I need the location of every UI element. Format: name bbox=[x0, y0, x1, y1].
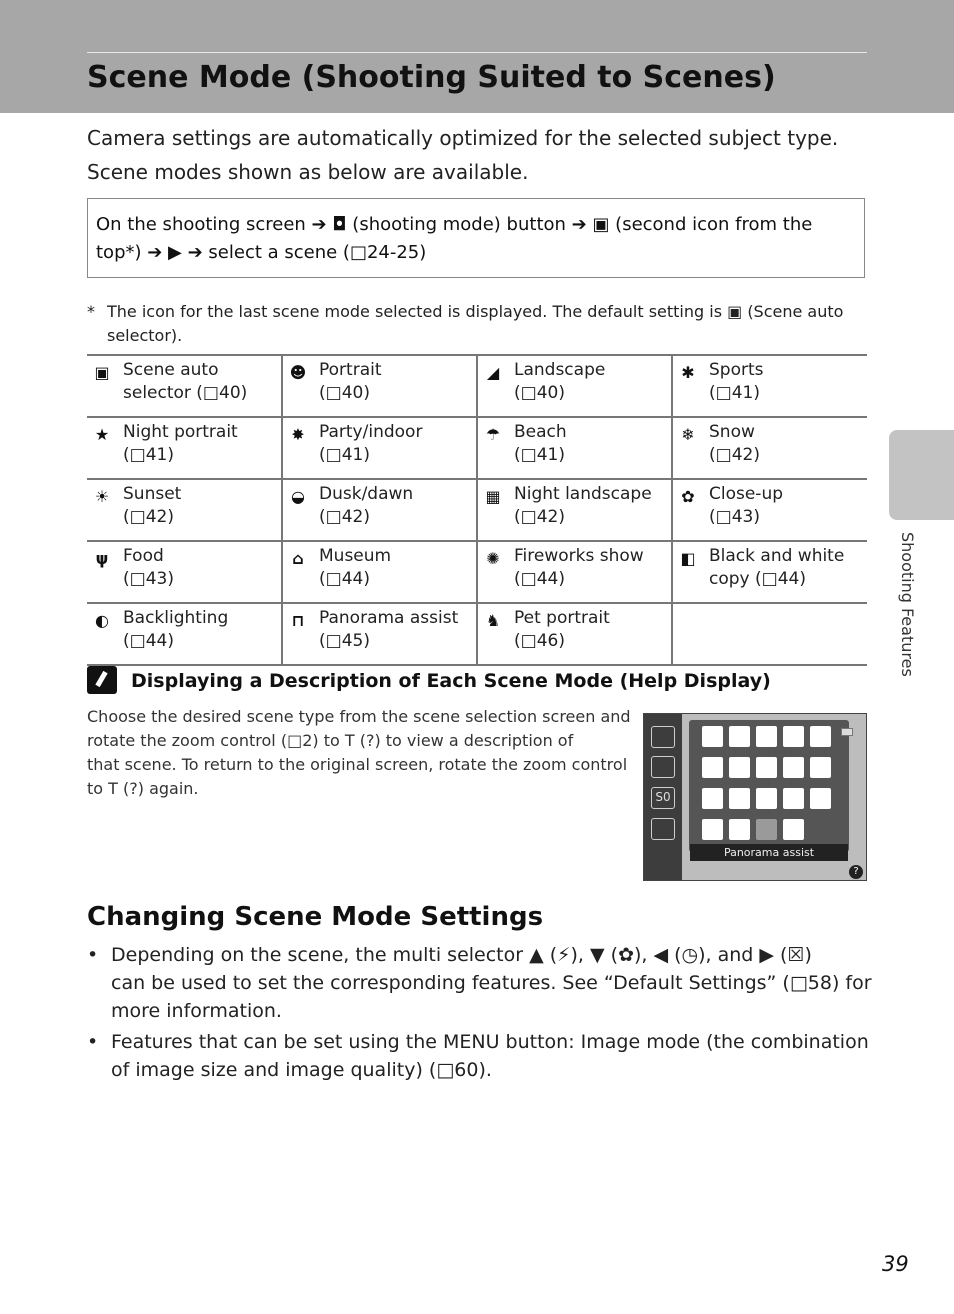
night-landscape-icon bbox=[702, 788, 723, 809]
food-icon: ψ bbox=[95, 549, 109, 568]
scene-ref: (□44) bbox=[514, 569, 565, 589]
sunset-icon bbox=[783, 757, 804, 778]
help-line-3: that scene. To return to the original screen, rotate the zoom control bbox=[87, 755, 628, 774]
scene-name: Beach bbox=[514, 422, 567, 442]
bullet-dot: • bbox=[87, 944, 99, 966]
scene-cell bbox=[477, 417, 672, 479]
copy-icon bbox=[702, 819, 723, 840]
menu-path-box bbox=[87, 198, 865, 278]
scene-ref: (□46) bbox=[514, 631, 565, 651]
portrait-icon: ☻ bbox=[289, 363, 307, 382]
camera-screen-illustration bbox=[643, 713, 867, 881]
scene-ref: (□44) bbox=[123, 631, 174, 651]
night-portrait-icon bbox=[810, 726, 831, 747]
snow-icon bbox=[756, 757, 777, 778]
scene-ref: (□40) bbox=[319, 383, 370, 403]
beach-icon: ☂ bbox=[485, 425, 501, 444]
scene-cell bbox=[87, 541, 282, 603]
scene-cell bbox=[87, 355, 282, 417]
scene-name: Dusk/dawn bbox=[319, 484, 414, 504]
scene-ref: (□43) bbox=[123, 569, 174, 589]
backlighting-icon bbox=[729, 819, 750, 840]
camera-screen-caption: Panorama assist bbox=[690, 844, 848, 861]
header-rule bbox=[87, 52, 867, 53]
portrait-icon bbox=[729, 726, 750, 747]
scene-cell bbox=[477, 479, 672, 541]
pet-portrait-icon: ♞ bbox=[485, 611, 501, 630]
scene-cell bbox=[282, 603, 477, 665]
scene-ref: (□43) bbox=[709, 507, 760, 527]
scene-auto-icon bbox=[702, 726, 723, 747]
scene-icon bbox=[651, 756, 675, 778]
bullet-dot: • bbox=[87, 1031, 99, 1053]
help-display-text bbox=[87, 705, 631, 801]
scene-cell bbox=[282, 541, 477, 603]
scene-cell bbox=[672, 355, 867, 417]
dusk-dawn-icon bbox=[810, 757, 831, 778]
scene-ref: (□40) bbox=[514, 383, 565, 403]
scene-ref: selector (□40) bbox=[123, 383, 248, 403]
help-line-1: Choose the desired scene type from the scene selection screen and bbox=[87, 707, 631, 726]
footnote bbox=[87, 300, 867, 348]
scene-ref: (□42) bbox=[709, 445, 760, 465]
scene-auto-icon: ▣ bbox=[94, 363, 110, 382]
scene-name: Landscape bbox=[514, 360, 606, 380]
backlighting-icon: ◐ bbox=[95, 611, 109, 630]
intro-line-1: Camera settings are automatically optimized for the selected subject type. bbox=[87, 126, 839, 150]
note-pencil-icon bbox=[87, 666, 117, 694]
scene-name: Fireworks show bbox=[514, 546, 644, 566]
scene-name: Sports bbox=[709, 360, 764, 380]
dusk-dawn-icon: ◒ bbox=[291, 487, 305, 506]
camera-mode-column bbox=[644, 714, 682, 880]
food-icon bbox=[756, 788, 777, 809]
intro-line-2: Scene modes shown as below are available. bbox=[87, 160, 529, 184]
fireworks-icon: ✺ bbox=[486, 549, 500, 568]
scene-ref: (□45) bbox=[319, 631, 370, 651]
fireworks-icon bbox=[810, 788, 831, 809]
note-title: Displaying a Description of Each Scene Mode (Help Display) bbox=[131, 670, 771, 692]
list-item bbox=[87, 1028, 867, 1084]
camera-icon bbox=[651, 726, 675, 748]
scene-name: Party/indoor bbox=[319, 422, 423, 442]
scene-name: Portrait bbox=[319, 360, 382, 380]
sports-icon: ✱ bbox=[681, 363, 695, 382]
scene-cell bbox=[672, 479, 867, 541]
bullet-1-line-3: more information. bbox=[111, 1000, 282, 1022]
section-title: Changing Scene Mode Settings bbox=[87, 902, 544, 932]
scene-ref: (□44) bbox=[319, 569, 370, 589]
snow-icon: ❄ bbox=[681, 425, 695, 444]
scene-cell bbox=[87, 479, 282, 541]
footnote-text-2: selector). bbox=[107, 326, 183, 345]
battery-icon bbox=[841, 728, 853, 736]
scene-cell-empty bbox=[672, 603, 867, 665]
page-number: 39 bbox=[882, 1252, 909, 1276]
scene-name: Backlighting bbox=[123, 608, 229, 628]
scene-name: Scene auto bbox=[123, 360, 219, 380]
scene-ref: (□41) bbox=[709, 383, 760, 403]
scene-ref: (□41) bbox=[319, 445, 370, 465]
smart-portrait-label: S0 bbox=[651, 787, 675, 809]
scene-ref: (□42) bbox=[514, 507, 565, 527]
sunset-icon: ☀ bbox=[94, 487, 110, 506]
scene-cell bbox=[477, 603, 672, 665]
close-up-icon bbox=[729, 788, 750, 809]
help-line-2: rotate the zoom control (□2) to T (?) to view a description of bbox=[87, 731, 574, 750]
scene-cell bbox=[87, 603, 282, 665]
scene-cell bbox=[282, 417, 477, 479]
scene-selection-grid bbox=[689, 720, 849, 852]
scene-table bbox=[87, 354, 867, 666]
scene-ref: (□42) bbox=[123, 507, 174, 527]
museum-icon: ⌂ bbox=[292, 549, 304, 568]
bullet-2-line-1: Features that can be set using the MENU button: Image mode (the combination bbox=[111, 1031, 869, 1053]
scene-ref: (□41) bbox=[123, 445, 174, 465]
scene-cell bbox=[477, 541, 672, 603]
menu-path-line-2: top*) ➔ ▶ ➔ select a scene (□24-25) bbox=[96, 242, 427, 263]
page-title: Scene Mode (Shooting Suited to Scenes) bbox=[87, 60, 776, 95]
copy-icon: ◧ bbox=[680, 549, 696, 568]
scene-name: Night landscape bbox=[514, 484, 652, 504]
scene-name: Panorama assist bbox=[319, 608, 459, 628]
chapter-label: Shooting Features bbox=[898, 532, 917, 677]
chapter-tab bbox=[889, 430, 954, 520]
panorama-icon bbox=[756, 819, 777, 840]
footnote-text-1: The icon for the last scene mode selected is displayed. The default setting is ▣ (Scene auto bbox=[107, 302, 844, 321]
landscape-icon: ◢ bbox=[486, 363, 500, 382]
scene-name: Snow bbox=[709, 422, 755, 442]
scene-ref: copy (□44) bbox=[709, 569, 806, 589]
party-icon bbox=[702, 757, 723, 778]
scene-cell bbox=[672, 417, 867, 479]
beach-icon bbox=[729, 757, 750, 778]
scene-name: Close-up bbox=[709, 484, 784, 504]
scene-name: Museum bbox=[319, 546, 392, 566]
party-icon: ✸ bbox=[291, 425, 305, 444]
panorama-icon: ⊓ bbox=[291, 611, 305, 630]
sports-icon bbox=[783, 726, 804, 747]
night-portrait-icon: ★ bbox=[94, 425, 110, 444]
scene-cell bbox=[672, 541, 867, 603]
bullet-1-line-2: can be used to set the corresponding features. See “Default Settings” (□58) for bbox=[111, 972, 872, 994]
scene-name: Black and white bbox=[709, 546, 845, 566]
scene-name: Night portrait bbox=[123, 422, 238, 442]
settings-bullet-list bbox=[87, 941, 872, 1087]
help-icon: ? bbox=[849, 865, 863, 879]
scene-cell bbox=[282, 479, 477, 541]
help-line-4: to T (?) again. bbox=[87, 779, 199, 798]
header-band bbox=[0, 0, 954, 113]
scene-cell bbox=[282, 355, 477, 417]
pet-portrait-icon bbox=[783, 819, 804, 840]
footnote-mark: * bbox=[87, 302, 95, 321]
scene-name: Food bbox=[123, 546, 164, 566]
close-up-icon: ✿ bbox=[681, 487, 695, 506]
bullet-1-line-1: Depending on the scene, the multi selector ▲ (⚡), ▼ (✿), ◀ (◷), and ▶ (☒) bbox=[111, 944, 812, 966]
bullet-2-line-2: of image size and image quality) (□60). bbox=[111, 1059, 492, 1081]
scene-cell bbox=[87, 417, 282, 479]
landscape-icon bbox=[756, 726, 777, 747]
scene-name: Pet portrait bbox=[514, 608, 610, 628]
museum-icon bbox=[783, 788, 804, 809]
scene-name: Sunset bbox=[123, 484, 182, 504]
smile-icon bbox=[651, 818, 675, 840]
scene-ref: (□41) bbox=[514, 445, 565, 465]
night-landscape-icon: ▦ bbox=[485, 487, 501, 506]
scene-cell bbox=[477, 355, 672, 417]
scene-ref: (□42) bbox=[319, 507, 370, 527]
menu-path-line-1: On the shooting screen ➔ ◘ (shooting mode) button ➔ ▣ (second icon from the bbox=[96, 214, 813, 235]
list-item bbox=[87, 941, 872, 1025]
